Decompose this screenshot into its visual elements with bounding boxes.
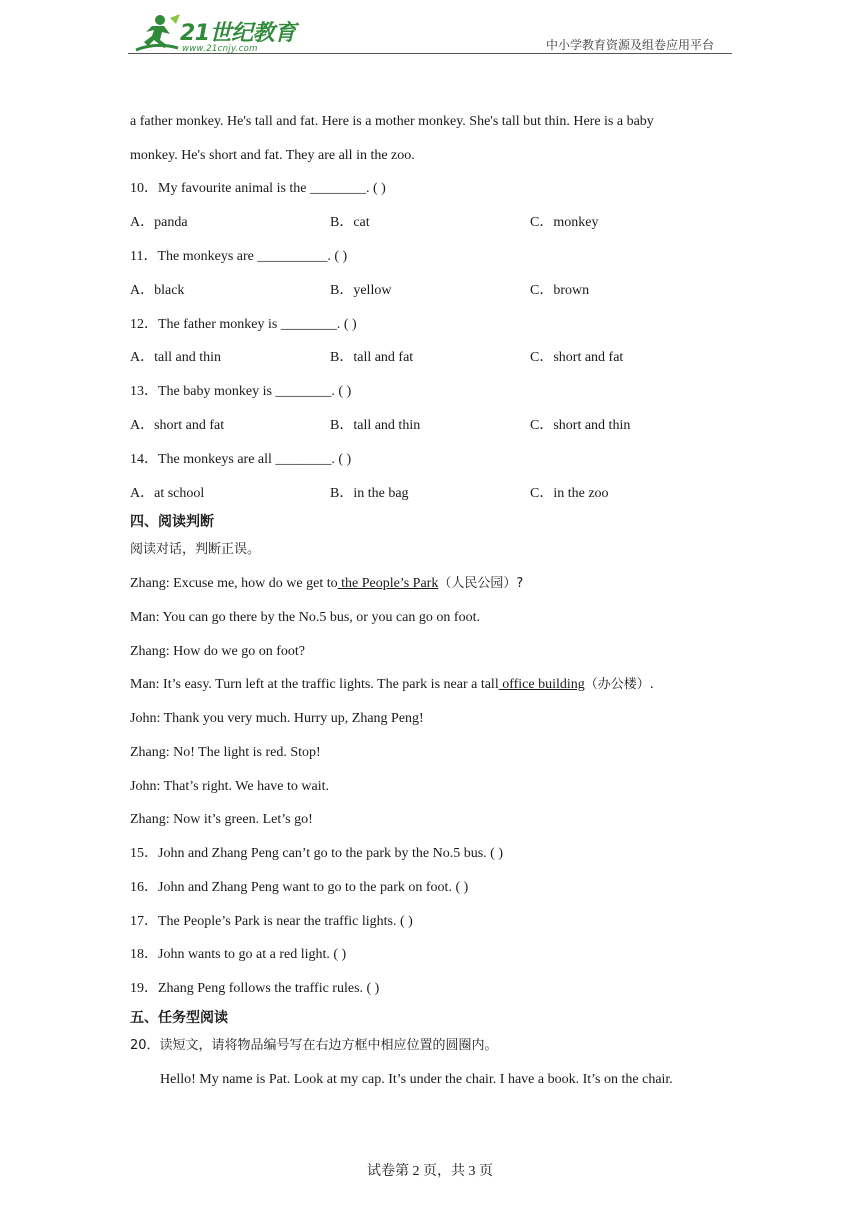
logo-url: www.21cnjy.com: [182, 44, 258, 54]
question-20: 20．读短文，请将物品编号写在右边方框中相应位置的圆圈内。: [130, 1038, 498, 1053]
q13-option-c: C．short and thin: [530, 418, 631, 433]
passage-line-1: a father monkey. He's tall and fat. Here is a mother monkey. She's tall but thin. Here is a baby: [130, 114, 654, 129]
header-divider: [128, 53, 732, 54]
q12-option-b: B．tall and fat: [330, 350, 414, 365]
page-header: [128, 8, 732, 56]
dialogue-line-1: [130, 575, 523, 593]
page-footer: 试卷第 2 页，共 3 页: [367, 1164, 493, 1179]
question-19: 19．Zhang Peng follows the traffic rules. ( ): [130, 981, 380, 996]
office-building-term: office building: [498, 677, 585, 692]
dialogue-line-4: [130, 676, 654, 694]
runner-logo-icon: [130, 12, 182, 54]
dialogue-line-5: John: Thank you very much. Hurry up, Zhang Peng!: [130, 711, 424, 726]
dialogue-1-text: Zhang: Excuse me, how do we get to: [130, 576, 338, 591]
section-5-title: 五、任务型阅读: [130, 1010, 228, 1026]
logo: [130, 12, 300, 56]
dialogue-line-3: Zhang: How do we go on foot?: [130, 644, 305, 659]
dialogue-4-text: Man: It’s easy. Turn left at the traffic lights. The park is near a tall: [130, 677, 499, 692]
question-17: 17．The People’s Park is near the traffic lights. ( ): [130, 914, 413, 929]
question-16: 16．John and Zhang Peng want to go to the park on foot. ( ): [130, 880, 469, 895]
question-13: 13．The baby monkey is ________. ( ): [130, 384, 352, 399]
q12-option-a: A．tall and thin: [130, 350, 221, 365]
q14-option-b: B．in the bag: [330, 486, 409, 501]
q11-option-b: B．yellow: [330, 283, 392, 298]
q11-option-a: A．black: [130, 283, 185, 298]
dialogue-line-6: Zhang: No! The light is red. Stop!: [130, 745, 321, 760]
q10-option-a: A．panda: [130, 215, 188, 230]
q14-option-a: A．at school: [130, 486, 205, 501]
q13-option-a: A．short and fat: [130, 418, 225, 433]
passage-line-2: monkey. He's short and fat. They are all in the zoo.: [130, 148, 415, 163]
q13-option-b: B．tall and thin: [330, 418, 421, 433]
q12-option-c: C．short and fat: [530, 350, 624, 365]
question-15: 15．John and Zhang Peng can’t go to the park by the No.5 bus. ( ): [130, 846, 504, 861]
section-4-instruction: 阅读对话，判断正误。: [130, 542, 261, 557]
question-12: 12．The father monkey is ________. ( ): [130, 317, 357, 332]
q11-option-c: C．brown: [530, 283, 590, 298]
question-18: 18．John wants to go at a red light. ( ): [130, 947, 347, 962]
q10-option-c: C．monkey: [530, 215, 599, 230]
dialogue-4-gloss: （办公楼）.: [584, 677, 654, 692]
q14-option-c: C．in the zoo: [530, 486, 609, 501]
dialogue-line-7: John: That’s right. We have to wait.: [130, 779, 329, 794]
dialogue-line-2: Man: You can go there by the No.5 bus, or you can go on foot.: [130, 610, 480, 625]
logo-text: 21世纪教育: [180, 21, 296, 46]
dialogue-1-gloss: （人民公园）?: [438, 576, 524, 591]
platform-name: 中小学教育资源及组卷应用平台: [545, 38, 714, 52]
peoples-park-term: the People’s Park: [337, 576, 439, 591]
dialogue-line-8: Zhang: Now it’s green. Let’s go!: [130, 812, 313, 827]
question-10: 10．My favourite animal is the ________. ( ): [130, 181, 386, 196]
question-11: 11．The monkeys are __________. ( ): [130, 249, 348, 264]
section-4-title: 四、阅读判断: [130, 514, 214, 530]
question-14: 14．The monkeys are all ________. ( ): [130, 452, 352, 467]
section-5-passage: Hello! My name is Pat. Look at my cap. It’s under the chair. I have a book. It’s on the chair.: [160, 1072, 673, 1087]
q10-option-b: B．cat: [330, 215, 370, 230]
